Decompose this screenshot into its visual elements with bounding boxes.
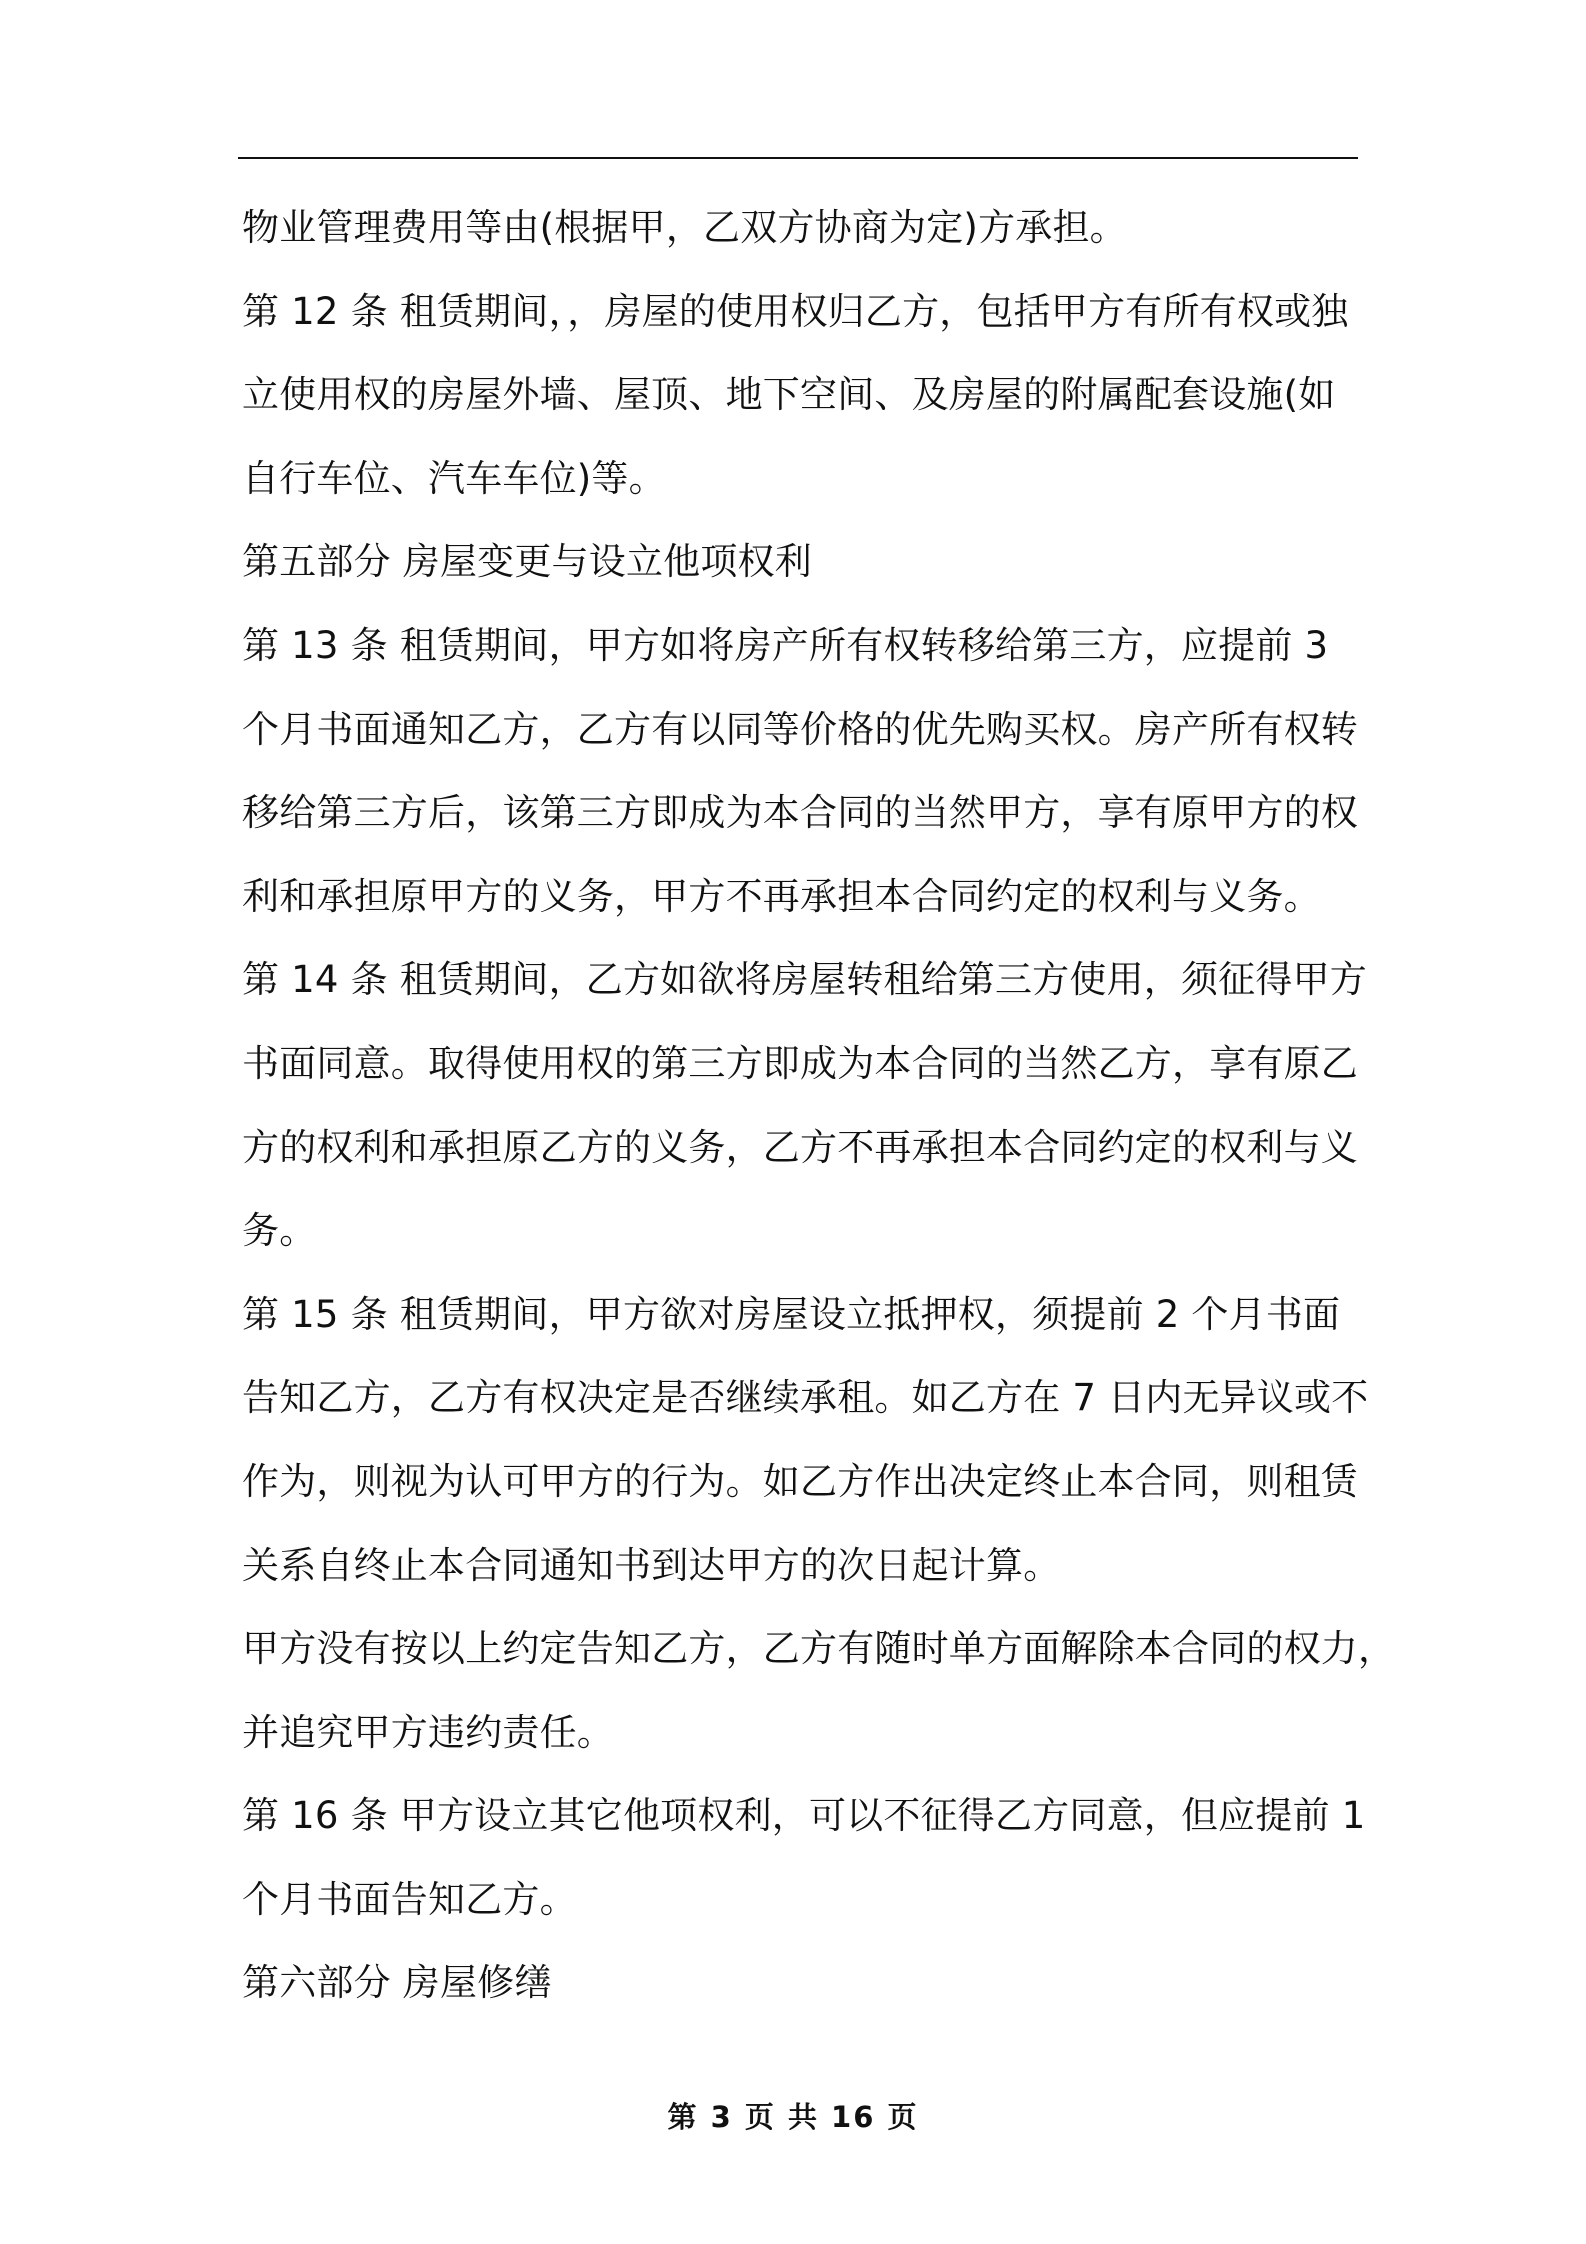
paragraph-line: 个月书面告知乙方。 (242, 1877, 577, 1921)
paragraph-line: 作为，则视为认可甲方的行为。如乙方作出决定终止本合同，则租赁 (242, 1459, 1358, 1503)
article-15-line: 第 15 条 租赁期间，甲方欲对房屋设立抵押权，须提前 2 个月书面 (242, 1292, 1341, 1336)
paragraph-line: 关系自终止本合同通知书到达甲方的次日起计算。 (242, 1543, 1061, 1587)
section-heading: 第六部分 房屋修缮 (242, 1961, 552, 2005)
article-13-line: 第 13 条 租赁期间，甲方如将房产所有权转移给第三方，应提前 3 (242, 623, 1329, 667)
paragraph-line: 甲方没有按以上约定告知乙方，乙方有随时单方面解除本合同的权力， (242, 1627, 1396, 1671)
article-16-line: 第 16 条 甲方设立其它他项权利，可以不征得乙方同意，但应提前 1 (242, 1794, 1366, 1838)
document-body (242, 186, 1396, 2025)
paragraph-line: 告知乙方，乙方有权决定是否继续承租。如乙方在 7 日内无异议或不 (242, 1376, 1369, 1420)
paragraph-line: 移给第三方后，该第三方即成为本合同的当然甲方，享有原甲方的权 (242, 791, 1358, 835)
paragraph-line: 务。 (242, 1209, 317, 1253)
section-heading: 第五部分 房屋变更与设立他项权利 (242, 540, 812, 584)
paragraph-line: 方的权利和承担原乙方的义务，乙方不再承担本合同约定的权利与义 (242, 1125, 1358, 1169)
header-rule (238, 157, 1358, 159)
paragraph-line: 立使用权的房屋外墙、屋顶、地下空间、及房屋的附属配套设施(如 (242, 373, 1336, 417)
article-12-line: 第 12 条 租赁期间，，房屋的使用权归乙方，包括甲方有所有权或独 (242, 289, 1349, 333)
paragraph-line: 个月书面通知乙方，乙方有以同等价格的优先购买权。房产所有权转 (242, 707, 1358, 751)
paragraph-line: 自行车位、汽车车位)等。 (242, 456, 666, 500)
paragraph-line: 物业管理费用等由(根据甲，乙双方协商为定)方承担。 (242, 206, 1127, 249)
paragraph-line: 利和承担原甲方的义务，甲方不再承担本合同约定的权利与义务。 (242, 874, 1321, 918)
page-number-footer: 第 3 页 共 16 页 (667, 2100, 919, 2134)
paragraph-line: 书面同意。取得使用权的第三方即成为本合同的当然乙方，享有原乙 (242, 1041, 1358, 1085)
article-14-line: 第 14 条 租赁期间，乙方如欲将房屋转租给第三方使用，须征得甲方 (242, 958, 1367, 1002)
paragraph-line: 并追究甲方违约责任。 (242, 1710, 614, 1754)
